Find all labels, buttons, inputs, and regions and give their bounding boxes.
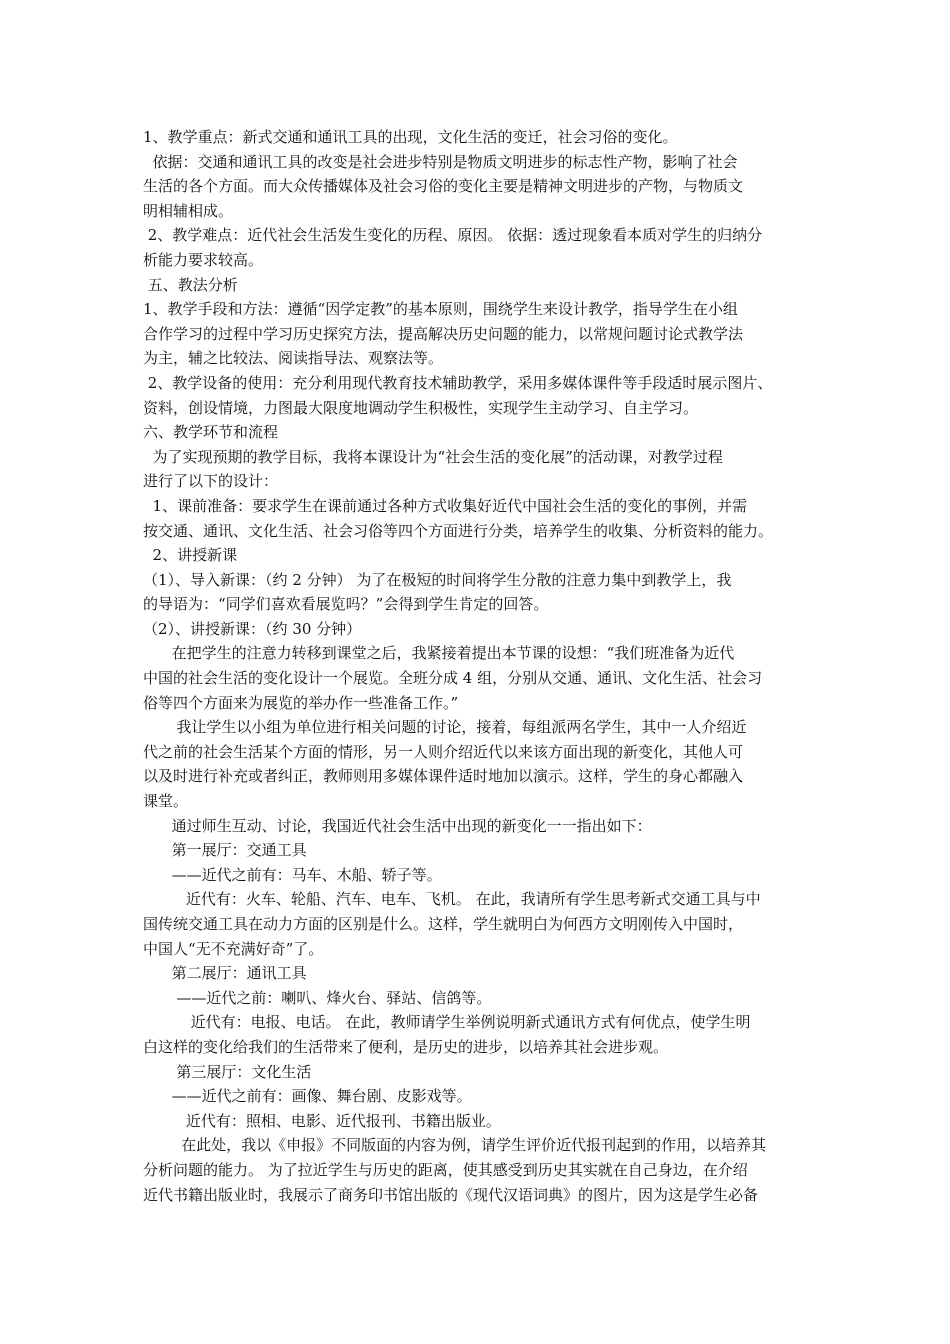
text-line: 国传统交通工具在动力方面的区别是什么。这样，学生就明白为何西方文明刚传入中国时，: [143, 915, 744, 933]
text-line: 的导语为：“同学们喜欢看展览吗？”会得到学生肯定的回答。: [143, 595, 549, 614]
text-line: 2、讲授新课: [143, 546, 238, 565]
text-line: 在此处，我以《申报》不同版面的内容为例，请学生评价近代报刊起到的作用，以培养其: [143, 1136, 767, 1155]
text-line: 1、课前准备：要求学生在课前通过各种方式收集好近代中国社会生活的变化的事例，并需: [143, 496, 748, 515]
text-line: 分析问题的能力。 为了拉近学生与历史的距离，使其感受到历史其实就在自己身边，在介绍: [143, 1160, 748, 1179]
text-line: 我让学生以小组为单位进行相关问题的讨论，接着，每组派两名学生，其中一人介绍近: [143, 718, 747, 737]
text-line: 中国的社会生活的变化设计一个展览。全班分成 4 组，分别从交通、通讯、文化生活、社会习: [143, 669, 763, 688]
text-line: 明相辅相成。: [143, 201, 234, 220]
text-line: 通过师生互动、讨论，我国近代社会生活中出现的新变化一一指出如下：: [143, 816, 652, 835]
text-line: 2、教学设备的使用：充分利用现代教育技术辅助教学，采用多媒体课件等手段适时展示图片、: [143, 373, 773, 392]
text-line: （2）、讲授新课：（约 30 分钟）: [143, 619, 362, 638]
text-line: ——近代之前：喇叭、烽火台、驿站、信鸽等。: [143, 988, 492, 1007]
text-line: 课堂。: [143, 792, 189, 811]
document-body: [143, 125, 811, 1207]
text-line: 近代书籍出版业时，我展示了商务印书馆出版的《现代汉语词典》的图片，因为这是学生必备: [143, 1185, 759, 1204]
text-line: 代之前的社会生活某个方面的情形，另一人则介绍近代以来该方面出现的新变化，其他人可: [143, 742, 744, 761]
text-line: 依据：交通和通讯工具的改变是社会进步特别是物质文明进步的标志性产物，影响了社会: [143, 152, 738, 171]
text-line: 按交通、通讯、文化生活、社会习俗等四个方面进行分类，培养学生的收集、分析资料的能力。: [143, 521, 774, 540]
text-line: 1、教学手段和方法：遵循“因学定教”的基本原则，围绕学生来设计教学，指导学生在小组: [143, 300, 738, 319]
text-line: 资料，创设情境，力图最大限度地调动学生积极性，实现学生主动学习、自主学习。: [143, 398, 699, 417]
text-line: 生活的各个方面。而大众传播媒体及社会习俗的变化主要是精神文明进步的产物，与物质文: [143, 177, 744, 196]
text-line: 2、教学难点：近代社会生活发生变化的历程、原因。 依据：透过现象看本质对学生的归纳分: [143, 226, 763, 245]
text-line: （1）、导入新课：（约 2 分钟） 为了在极短的时间将学生分散的注意力集中到教学上，我: [143, 570, 732, 589]
text-line: 俗等四个方面来为展览的举办作一些准备工作。”: [143, 693, 459, 712]
text-line: 五、教法分析: [143, 275, 238, 294]
text-line: 为了实现预期的教学目标，我将本课设计为“社会生活的变化展”的活动课，对教学过程: [143, 447, 723, 466]
text-line: 析能力要求较高。: [143, 250, 264, 269]
text-line: 进行了以下的设计：: [143, 472, 279, 491]
text-line: 第二展厅：通讯工具: [143, 964, 307, 983]
text-line: 为主，辅之比较法、阅读指导法、观察法等。: [143, 349, 444, 368]
text-line: 近代有：电报、电话。 在此，教师请学生举例说明新式通讯方式有何优点，使学生明: [143, 1013, 751, 1032]
text-line: ——近代之前有：画像、舞台剧、皮影戏等。: [143, 1087, 472, 1106]
text-line: 合作学习的过程中学习历史探究方法，提高解决历史问题的能力，以常规问题讨论式教学法: [143, 324, 744, 343]
text-line: 近代有：火车、轮船、汽车、电车、飞机。 在此，我请所有学生思考新式交通工具与中: [143, 890, 761, 909]
text-line: 六、教学环节和流程: [143, 423, 279, 442]
text-line: 第一展厅：交通工具: [143, 841, 307, 860]
text-line: 第三展厅：文化生活: [143, 1062, 312, 1081]
text-line: 白这样的变化给我们的生活带来了便利，是历史的进步，以培养其社会进步观。: [143, 1037, 669, 1056]
text-line: 中国人“无不充满好奇”了。: [143, 939, 324, 958]
text-line: 1、教学重点：新式交通和通讯工具的出现，文化生活的变迁，社会习俗的变化。: [143, 128, 678, 146]
text-line: 以及时进行补充或者纠正，教师则用多媒体课件适时地加以演示。这样，学生的身心都融入: [143, 767, 744, 786]
text-line: 在把学生的注意力转移到课堂之后，我紧接着提出本节课的设想：“我们班准备为近代: [143, 644, 735, 663]
text-line: 近代有：照相、电影、近代报刊、书籍出版业。: [143, 1111, 501, 1130]
text-line: ——近代之前有：马车、木船、轿子等。: [143, 865, 442, 884]
